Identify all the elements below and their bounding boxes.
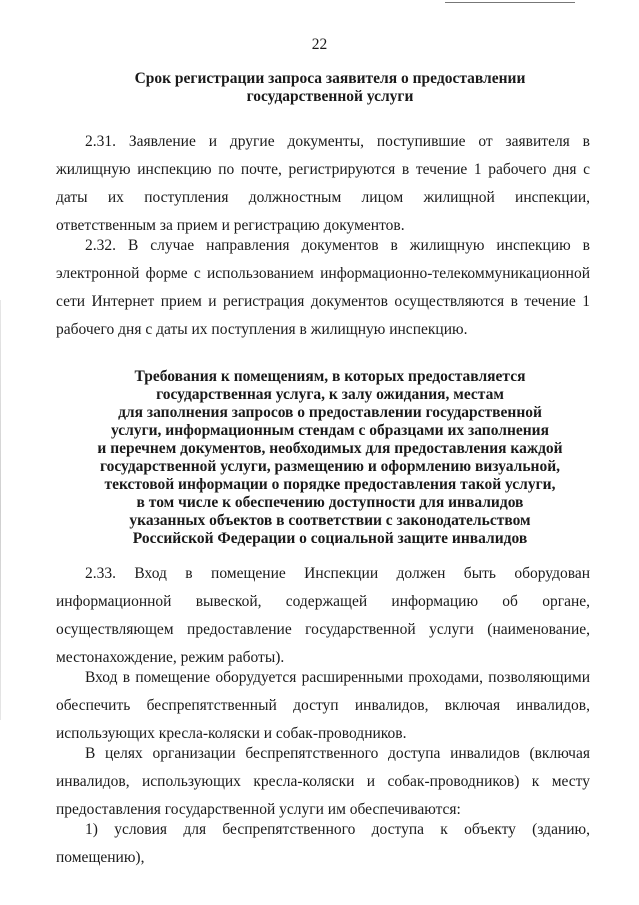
- paragraph-accessibility: [56, 740, 590, 824]
- heading-line: Требования к помещениям, в которых предоставляется: [134, 368, 526, 385]
- heading-line: Российской Федерации о социальной защите инвалидов: [132, 530, 528, 547]
- heading-line: государственной услуги, размещению и оформлению визуальной,: [99, 458, 561, 475]
- heading-line: государственная услуга, к залу ожидания, местам: [156, 386, 504, 403]
- heading-line: текстовой информации о порядке предоставления такой услуги,: [104, 476, 556, 493]
- paragraph-entrance: [56, 664, 590, 748]
- page-number: 22: [311, 36, 328, 53]
- paragraph-text: Вход в помещение оборудуется расширенными проходами, позволяющими обеспечить беспрепятственный доступ инвалидов, включая инвалидов, использующих кресла-коляски и собак-проводников.: [56, 669, 590, 742]
- heading-line: Срок регистрации запроса заявителя о предоставлении: [134, 70, 526, 87]
- paragraph-text: 2.31. Заявление и другие документы, поступившие от заявителя в жилищную инспекцию по почте, регистрируются в течение 1 рабочего дня с даты их поступления должностным лицом жилищной инспекции, ответственным за прием и регистрацию документов.: [56, 133, 590, 234]
- paragraph-text: 2.33. Вход в помещение Инспекции должен быть оборудован информационной вывеской, содержащей информацию об органе, осуществляющем предоставление государственной услуги (наименование, местонахождение, режим работы).: [56, 565, 590, 666]
- heading-line: услуги, информационным стендам с образцами их заполнения: [110, 422, 550, 439]
- section-heading-registration-term: [60, 70, 600, 106]
- top-divider: [445, 2, 575, 3]
- paragraph-2-32: [56, 232, 590, 344]
- paragraph-text: 2.32. В случае направления документов в жилищную инспекцию в электронной форме с использованием информационно-телекоммуникационной сети Интернет прием и регистрация документов осуществляются в течение 1 рабочего дня с даты их поступления в жилищную инспекцию.: [56, 237, 590, 338]
- paragraph-text: В целях организации беспрепятственного доступа инвалидов (включая инвалидов, использующих кресла-коляски и собак-проводников) к месту предоставления государственной услуги им обеспечиваются:: [56, 745, 590, 818]
- paragraph-2-33: [56, 560, 590, 672]
- heading-line: и перечнем документов, необходимых для предоставления каждой: [97, 440, 563, 457]
- section-heading-premises-requirements: [60, 368, 600, 548]
- heading-line: указанных объектов в соответствии с законодательством: [129, 512, 531, 529]
- heading-line: в том числе к обеспечению доступности для инвалидов: [136, 494, 524, 511]
- paragraph-text: 1) условия для беспрепятственного доступа к объекту (зданию, помещению),: [56, 821, 590, 866]
- heading-line: для заполнения запросов о предоставлении государственной: [118, 404, 542, 421]
- heading-line: государственной услуги: [246, 88, 414, 105]
- list-item-1: [56, 816, 590, 872]
- page-edge-shadow: [0, 300, 1, 720]
- paragraph-2-31: [56, 128, 590, 240]
